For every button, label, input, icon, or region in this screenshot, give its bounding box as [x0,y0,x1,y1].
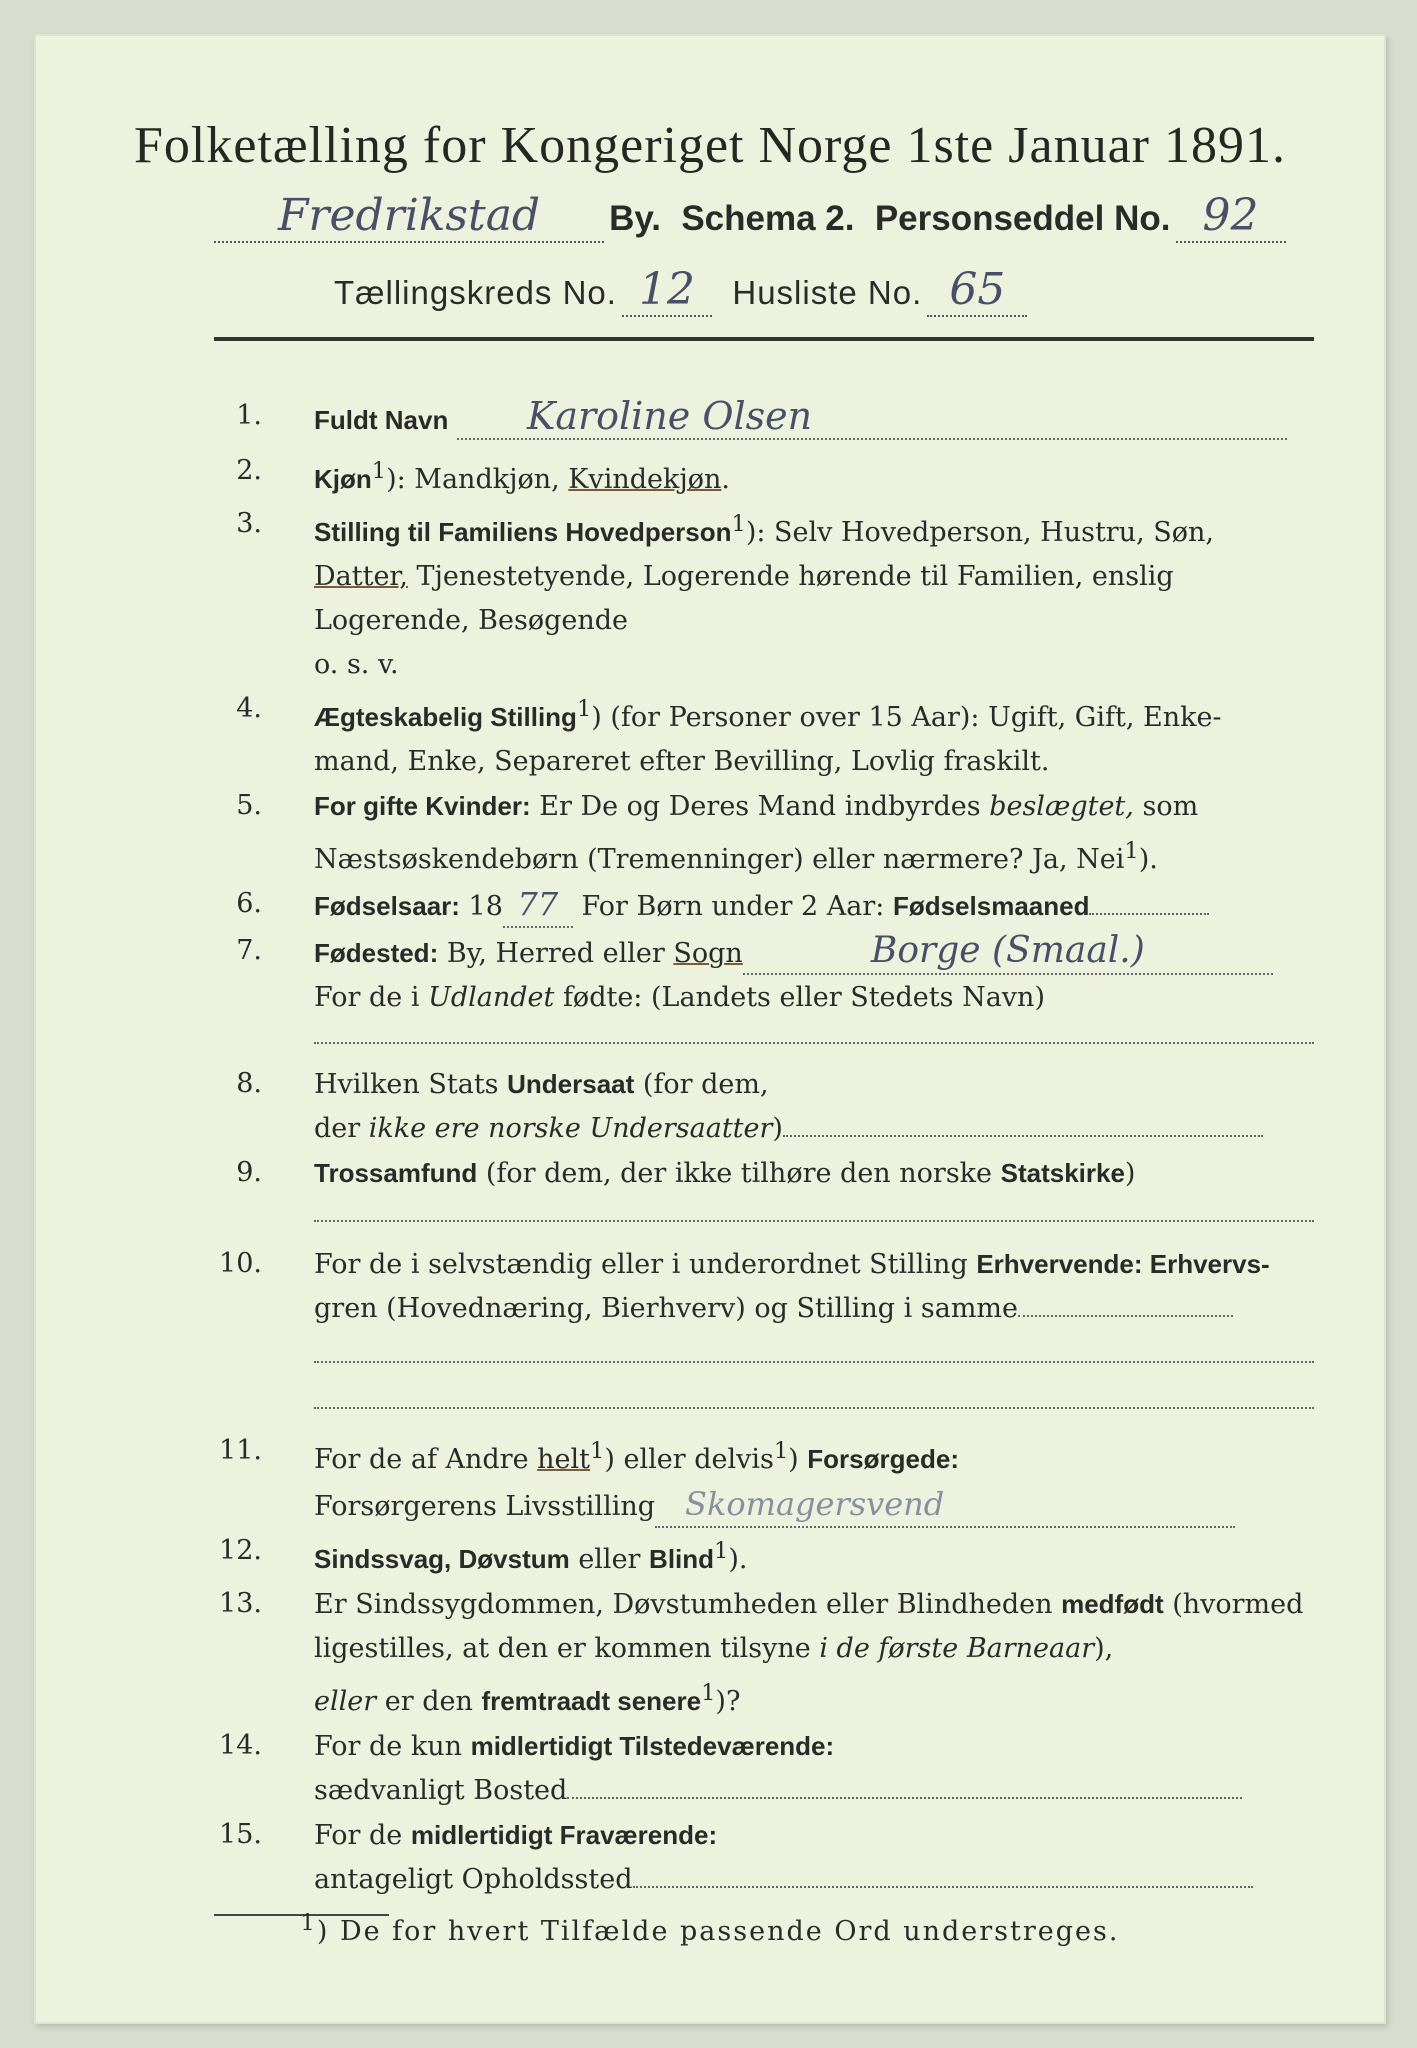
blank-line [314,1331,1314,1363]
sex-label: Kjøn [314,464,372,494]
family-position-label: Stilling til Familiens Hovedperson [314,517,732,547]
full-name-value: Karoline Olsen [457,394,1287,440]
item-15 [214,1813,1314,1902]
family-position-selected: Datter, [314,561,408,592]
footnote-ref: 1 [714,1538,729,1564]
item-number: 15. [219,1819,262,1850]
by-label: By. [609,199,661,238]
marital-status-options: mand, Enke, Separeret efter Bevilling, Lovlig fraskilt. [314,746,1050,777]
temporary-present-question: For de kun [314,1731,471,1762]
supported-question: For de af Andre [314,1444,538,1475]
married-women-label: For gifte Kvinder: [314,791,531,821]
family-position-options: Logerende, Besøgende [314,605,628,636]
citizenship-question: der [314,1113,369,1144]
item-number: 3. [236,508,262,539]
state-church-label: Statskirke [1000,1158,1125,1188]
occupation-label: Erhvervende: Erhvervs- [976,1249,1270,1279]
husliste-number: 65 [927,264,1027,317]
disability-origin-question: Er Sindssygdommen, Døvstumheden eller Blindheden [314,1589,1062,1620]
footnote-text: ) De for hvert Tilfælde passende Ord understreges. [316,1916,1120,1947]
item-3 [214,502,1314,687]
citizenship-question: Hvilken Stats [314,1069,508,1100]
supported-label: Forsørgede: [807,1444,959,1474]
birth-month-note: For Børn under 2 Aar: [572,891,893,922]
personseddel-label: Personseddel No. [874,199,1171,238]
usual-residence-label: sædvanligt Bosted [314,1775,568,1806]
header-divider [214,337,1314,341]
footnote-ref: 1 [773,1438,789,1464]
item-8 [214,1062,1314,1151]
disability-question: eller [569,1544,650,1575]
provider-occupation-value: Skomagersvend [655,1482,1235,1528]
punct: ) [788,1444,808,1475]
footnote [34,1910,1386,1947]
citizenship-question: ) [772,1113,783,1144]
citizenship-question: (for dem, [634,1069,769,1100]
temporary-absent-label: midlertidigt Fraværende: [410,1820,718,1850]
item-5 [214,784,1314,882]
item-13 [214,1582,1314,1724]
punct: . [721,464,730,495]
temporary-absent-question: For de [314,1820,411,1851]
item-number: 13. [219,1588,262,1619]
disability-origin-question: eller [314,1686,377,1717]
item-14 [214,1724,1314,1813]
married-women-question: som [1133,791,1199,822]
footnote-marker: 1 [300,1910,317,1936]
form-items [214,394,1314,1902]
marital-status-options: ) (for Personer over 15 Aar): Ugift, Gift, Enke- [591,702,1222,733]
blank-line [314,1363,1314,1409]
header-row-kreds [334,264,1234,324]
item-1 [214,394,1314,443]
family-position-options: ): Selv Hovedperson, Hustru, Søn, [745,517,1214,548]
occupation-question: For de i selvstændig eller i underordnet Stilling [314,1249,977,1280]
marital-status-label: Ægteskabelig Stilling [314,702,577,732]
item-7 [214,929,1314,1044]
birth-year-label: Fødselsaar: [314,891,460,921]
husliste-label: Husliste No. [732,274,923,311]
full-name-label: Fuldt Navn [314,405,449,435]
item-number: 2. [236,455,262,486]
birth-month-field [1089,913,1209,915]
census-form-sheet [34,34,1386,2024]
married-women-question: Er De og Deres Mand indbyrdes [530,791,990,822]
city-field: Fredrikstad [214,190,604,243]
occupation-question: gren (Hovednæring, Bierhverv) og Stilling i samme [314,1293,1019,1324]
birthplace-label: Fødested: [314,938,439,968]
item-10 [214,1242,1314,1409]
item-number: 14. [219,1730,262,1761]
item-number: 7. [236,935,262,966]
header-row-city [214,190,1314,250]
form-title: Folketælling for Kongeriget Norge 1ste Januar 1891. [134,117,1286,174]
schema-label: Schema 2. [681,199,855,238]
item-4 [214,687,1314,784]
family-position-etc: o. s. v. [314,649,399,680]
disability-origin-question: (hvormed [1163,1589,1304,1620]
family-position-options: Tjenestetyende, Logerende hørende til Familien, enslig [407,561,1174,592]
married-women-question: Næstsøskendebørn (Tremenninger) eller nærmere? Ja, Nei [314,844,1125,875]
item-6 [214,882,1314,929]
married-women-question: beslægtet, [989,791,1134,822]
item-number: 12. [219,1535,262,1566]
religion-question: (for dem, der ikke tilhøre den norske [477,1158,1001,1189]
item-2 [214,449,1314,502]
footnote-ref: 1 [371,458,387,484]
supported-selected: helt [537,1444,591,1475]
religion-label: Trossamfund [314,1158,478,1188]
citizenship-question: ikke ere norske Undersaatter [368,1113,773,1144]
birthplace-options: By, Herred eller [438,938,674,969]
birthplace-selected: Sogn [673,938,743,969]
footnote-ref: 1 [701,1680,716,1706]
item-number: 10. [219,1248,262,1279]
birth-month-label: Fødselsmaaned [892,891,1090,921]
disability-label: Sindssvag, Døvstum [314,1544,570,1574]
probable-residence-label: antageligt Opholdssted [314,1864,633,1895]
sex-options: ): Mandkjøn, [386,464,569,495]
punct: ) [1124,1158,1136,1189]
provider-occupation-label: Forsørgerens Livsstilling [314,1491,656,1522]
punct: )? [715,1686,741,1717]
probable-residence-field [633,1886,1253,1888]
item-11 [214,1429,1314,1529]
footnote-ref: 1 [590,1438,605,1464]
later-onset-label: fremtraadt senere [481,1686,702,1716]
usual-residence-field [567,1797,1242,1799]
disability-origin-question: ligestilles, at den er kommen tilsyne [314,1633,820,1664]
footnote-ref: 1 [1124,838,1139,864]
supported-question: ) eller delvis [604,1444,774,1475]
kreds-number: 12 [622,264,712,317]
foreign-born-note: fødte: (Landets eller Stedets Navn) [554,982,1045,1013]
item-number: 8. [236,1068,262,1099]
footnote-ref: 1 [731,511,746,537]
item-number: 5. [236,790,262,821]
item-number: 11. [219,1435,262,1466]
item-12 [214,1529,1314,1582]
blind-label: Blind [649,1544,715,1574]
footnote-ref: 1 [576,696,592,722]
punct: ). [1138,844,1158,875]
kreds-label: Tællingskreds No. [334,274,617,311]
item-number: 6. [236,888,262,919]
foreign-born-note: For de i [314,982,429,1013]
citizenship-field [783,1135,1263,1137]
congenital-label: medfødt [1061,1589,1164,1619]
birth-year-value: 77 [503,882,573,928]
temporary-present-label: midlertidigt Tilstedeværende: [470,1731,835,1761]
blank-line [314,1020,1314,1044]
disability-origin-question: er den [376,1686,482,1717]
item-number: 4. [236,693,262,724]
item-9 [214,1151,1314,1222]
personseddel-number: 92 [1176,190,1286,243]
occupation-field [1018,1315,1233,1317]
birthplace-value: Borge (Smaal.) [743,929,1273,975]
foreign-born-note: Udlandet [428,982,555,1013]
blank-line [314,1196,1314,1222]
birth-year-prefix: 18 [459,891,503,922]
disability-origin-question: i de første Barneaar [819,1633,1095,1664]
punct: ). [728,1544,748,1575]
item-number: 1. [236,400,262,431]
item-number: 9. [236,1157,262,1188]
citizenship-label: Undersaat [507,1069,635,1099]
punct: ), [1094,1633,1114,1664]
sex-selected: Kvindekjøn [568,464,722,495]
